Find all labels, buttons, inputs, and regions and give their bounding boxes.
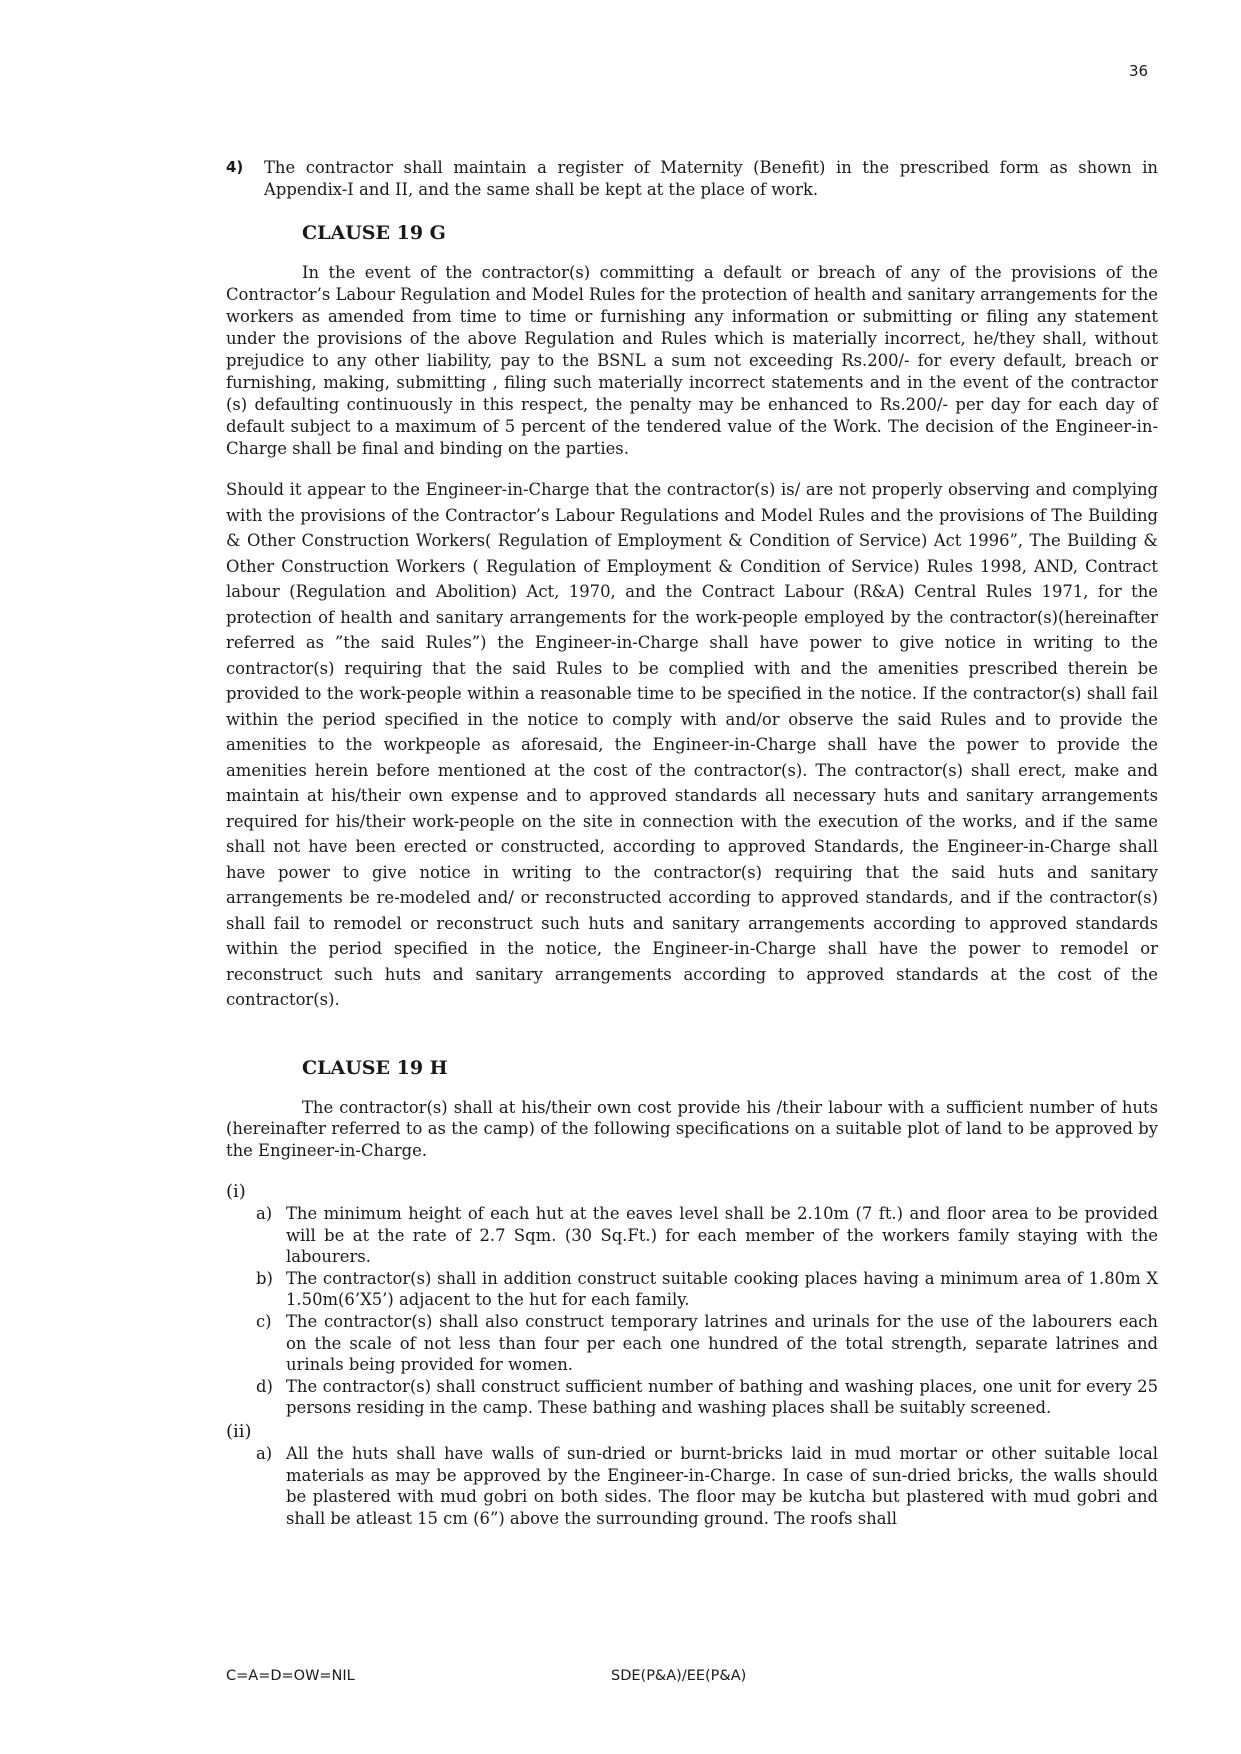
document-body: [226, 157, 1158, 1529]
page-number: 36: [1129, 62, 1149, 80]
section-ii-list: [226, 1443, 1158, 1529]
clause-19g-heading: CLAUSE 19 G: [302, 222, 446, 244]
list-item-label: c): [256, 1311, 272, 1331]
list-item: [226, 1311, 1158, 1376]
item-4-number: 4): [226, 158, 244, 176]
footer-left: C=A=D=OW=NIL: [226, 1668, 355, 1684]
list-item-text: All the huts shall have walls of sun-dried or burnt-bricks laid in mud mortar or other suitable local materials as may be approved by the Engineer-in-Charge. In case of sun-dried bricks, the walls should be plastered with mud gobri on both sides. The floor may be kutcha but plastered with mud gobri and shall be atleast 15 cm (6”) above the surrounding ground. The roofs shall: [286, 1443, 1158, 1528]
list-item-label: a): [256, 1443, 273, 1463]
list-item: [226, 1376, 1158, 1419]
section-ii-label: (ii): [226, 1420, 252, 1442]
item-4: [226, 157, 1158, 200]
list-item-label: d): [256, 1376, 273, 1396]
section-i-list: [226, 1203, 1158, 1419]
list-item-text: The minimum height of each hut at the eaves level shall be 2.10m (7 ft.) and floor area to be provided will be at the rate of 2.7 Sqm. (30 Sq.Ft.) for each member of the workers family staying with the labourers.: [286, 1204, 1158, 1267]
item-4-text: The contractor shall maintain a register of Maternity (Benefit) in the prescribed form as shown in Appendix-I and II, and the same shall be kept at the place of work.: [264, 158, 1158, 199]
list-item-text: The contractor(s) shall also construct temporary latrines and urinals for the use of the labourers each on the scale of not less than four per each one hundred of the total strength, separate latrines and urinals being provided for women.: [286, 1311, 1158, 1375]
list-item: [226, 1268, 1158, 1311]
list-item-label: b): [256, 1268, 273, 1288]
list-item: [226, 1443, 1158, 1529]
clause-19h-heading: CLAUSE 19 H: [302, 1056, 448, 1079]
clause-19g-paragraph-1: In the event of the contractor(s) committing a default or breach of any of the provisions of the Contractor’s Labour Regulation and Model Rules for the protection of health and sanitary arrangements for the workers as amended from time to time or furnishing any information or submitting or filing any statement under the provisions of the above Regulation and Rules which is materially incorrect, he/they shall, without prejudice to any other liability, pay to the BSNL a sum not exceeding Rs.200/- for every default, breach or furnishing, making, submitting , filing such materially incorrect statements and in the event of the contractor (s) defaulting continuously in this respect, the penalty may be enhanced to Rs.200/- per day for each day of default subject to a maximum of 5 percent of the tendered value of the Work. The decision of the Engineer-in-Charge shall be final and binding on the parties.: [226, 263, 1158, 458]
clause-19g-paragraph-2: Should it appear to the Engineer-in-Charge that the contractor(s) is/ are not properly observing and complying with the provisions of the Contractor’s Labour Regulations and Model Rules and the provisions of The Building & Other Construction Workers( Regulation of Employment & Condition of Service) Act 1996”, The Building & Other Construction Workers ( Regulation of Employment & Condition of Service) Rules 1998, AND, Contract labour (Regulation and Abolition) Act, 1970, and the Contract Labour (R&A) Central Rules 1971, for the protection of health and sanitary arrangements for the work-people employed by the contractor(s)(hereinafter referred as ”the said Rules”) the Engineer-in-Charge shall have power to give notice in writing to the contractor(s) requiring that the said Rules to be complied with and the amenities prescribed therein be provided to the work-people within a reasonable time to be specified in the notice. If the contractor(s) shall fail within the period specified in the notice to comply with and/or observe the said Rules and to provide the amenities to the workpeople as aforesaid, the Engineer-in-Charge shall have the power to provide the amenities herein before mentioned at the cost of the contractor(s). The contractor(s) shall erect, make and maintain at his/their own expense and to approved standards all necessary huts and sanitary arrangements required for his/their work-people on the site in connection with the execution of the works, and if the same shall not have been erected or constructed, according to approved Standards, the Engineer-in-Charge shall have power to give notice in writing to the contractor(s) requiring that the said huts and sanitary arrangements be re-modeled and/ or reconstructed according to approved standards, and if the contractor(s) shall fail to remodel or reconstruct such huts and sanitary arrangements according to approved standards within the period specified in the notice, the Engineer-in-Charge shall have the power to remodel or reconstruct such huts and sanitary arrangements according to approved standards at the cost of the contractor(s).: [226, 480, 1158, 1009]
list-item-text: The contractor(s) shall in addition construct suitable cooking places having a minimum area of 1.80m X 1.50m(6’X5’) adjacent to the hut for each family.: [286, 1268, 1158, 1310]
list-item-text: The contractor(s) shall construct sufficient number of bathing and washing places, one unit for every 25 persons residing in the camp. These bathing and washing places shall be suitably screened.: [286, 1376, 1158, 1418]
list-item: [226, 1203, 1158, 1268]
clause-19h-intro: The contractor(s) shall at his/their own cost provide his /their labour with a sufficient number of huts (hereinafter referred to as the camp) of the following specifications on a suitable plot of land to be approved by the Engineer-in-Charge.: [226, 1097, 1158, 1160]
list-item-label: a): [256, 1204, 273, 1223]
footer-center: SDE(P&A)/EE(P&A): [611, 1668, 747, 1684]
section-i-label: (i): [226, 1181, 246, 1202]
